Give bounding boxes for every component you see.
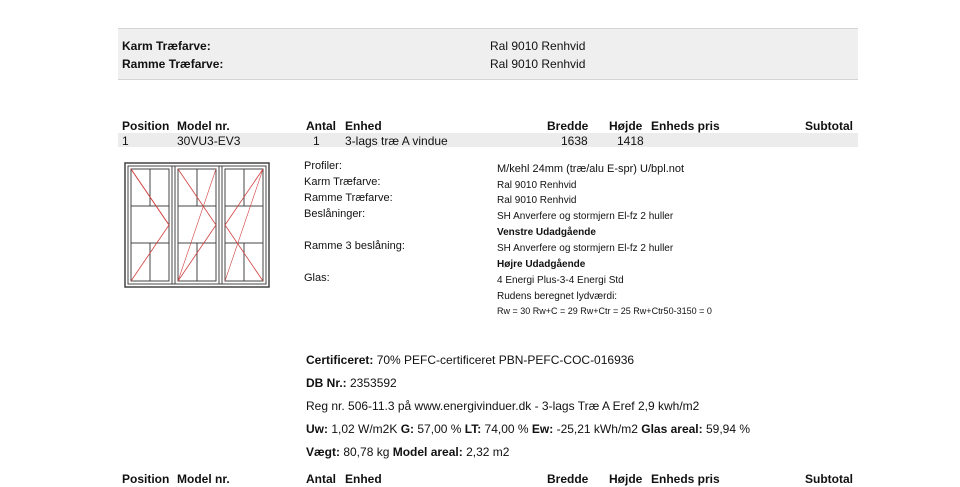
detail-profiler-value: M/kehl 24mm (træ/alu E-spr) U/bpl.not (497, 163, 685, 175)
detail-glas-label: Glas: (304, 272, 330, 284)
row-enhed: 3-lags træ A vindue (345, 134, 448, 148)
row-model: 30VU3-EV3 (177, 134, 241, 148)
spec-glas-areal-label: Glas areal: (641, 422, 703, 436)
detail-beslaninger-label: Beslåninger: (304, 208, 366, 220)
header-enhed: Enhed (345, 119, 382, 133)
summary-karm-label: Karm Træfarve: (122, 39, 211, 53)
row-hojde: 1418 (617, 134, 644, 148)
spec-db-nr (306, 376, 397, 390)
summary-ramme-label: Ramme Træfarve: (122, 57, 224, 71)
spec-ew-value: -25,21 kWh/m2 (553, 422, 642, 436)
spec-uw-label: Uw: (306, 422, 328, 436)
footer-header-hojde: Højde (609, 472, 643, 486)
spec-db-value: 2353592 (346, 376, 397, 390)
spec-lt-label: LT: (464, 422, 482, 436)
spec-glas-areal-value: 59,94 % (702, 422, 751, 436)
footer-header-subtotal: Subtotal (805, 472, 853, 486)
detail-beslaninger-value: SH Anverfere og stormjern El-fz 2 huller (497, 211, 674, 222)
footer-header-antal: Antal (306, 472, 336, 486)
detail-karm-value: Ral 9010 Renhvid (497, 180, 577, 191)
row-bredde: 1638 (561, 134, 588, 148)
detail-ramme3-value: SH Anverfere og stormjern El-fz 2 huller (497, 243, 674, 254)
row-position: 1 (122, 134, 129, 148)
spec-model-areal-label: Model areal: (392, 445, 463, 459)
summary-ramme-value: Ral 9010 Renhvid (490, 57, 586, 71)
spec-ew-label: Ew: (531, 422, 554, 436)
detail-karm-label: Karm Træfarve: (304, 176, 381, 188)
window-drawing (124, 162, 270, 293)
spec-reg: Reg nr. 506-11.3 på www.energivinduer.dk - 3-lags Træ A Eref 2,9 kwh/m2 (306, 399, 700, 413)
header-bredde: Bredde (547, 119, 589, 133)
header-subtotal: Subtotal (805, 119, 853, 133)
footer-header-model: Model nr. (177, 472, 230, 486)
spec-cert-label: Certificeret: (306, 353, 374, 367)
detail-profiler-label: Profiler: (304, 160, 342, 172)
detail-ramme-value: Ral 9010 Renhvid (497, 195, 577, 206)
spec-weight (306, 445, 509, 459)
spec-performance (306, 422, 750, 436)
header-model: Model nr. (177, 119, 230, 133)
detail-ramme-label: Ramme Træfarve: (304, 192, 393, 204)
detail-ramme3-label: Ramme 3 beslåning: (304, 240, 405, 252)
color-summary-block (118, 28, 858, 80)
spec-db-label: DB Nr.: (306, 376, 347, 390)
spec-model-areal-value: 2,32 m2 (462, 445, 510, 459)
header-hojde: Højde (609, 119, 643, 133)
header-position: Position (122, 119, 170, 133)
detail-glas-value: 4 Energi Plus-3-4 Energi Std (497, 275, 624, 286)
header-enheds-pris: Enheds pris (651, 119, 720, 133)
spec-vaegt-value: 80,78 kg (340, 445, 393, 459)
spec-uw-value: 1,02 W/m2K (328, 422, 401, 436)
spec-cert-value: 70% PEFC-certificeret PBN-PEFC-COC-016936 (373, 353, 635, 367)
spec-certificeret (306, 353, 634, 367)
footer-header-position: Position (122, 472, 170, 486)
detail-venstre: Venstre Udadgående (497, 227, 596, 238)
row-antal: 1 (313, 134, 320, 148)
detail-lyd-label: Rudens beregnet lydværdi: (497, 291, 618, 302)
footer-header-enheds-pris: Enheds pris (651, 472, 720, 486)
detail-lyd-value: Rw = 30 Rw+C = 29 Rw+Ctr = 25 Rw+Ctr50-3150 = 0 (497, 306, 712, 316)
footer-header-bredde: Bredde (547, 472, 589, 486)
footer-header-enhed: Enhed (345, 472, 382, 486)
summary-karm-value: Ral 9010 Renhvid (490, 39, 586, 53)
spec-g-label: G: (400, 422, 415, 436)
spec-vaegt-label: Vægt: (306, 445, 340, 459)
detail-hojre: Højre Udadgående (497, 259, 586, 270)
header-antal: Antal (306, 119, 336, 133)
spec-lt-value: 74,00 % (481, 422, 532, 436)
spec-g-value: 57,00 % (414, 422, 465, 436)
